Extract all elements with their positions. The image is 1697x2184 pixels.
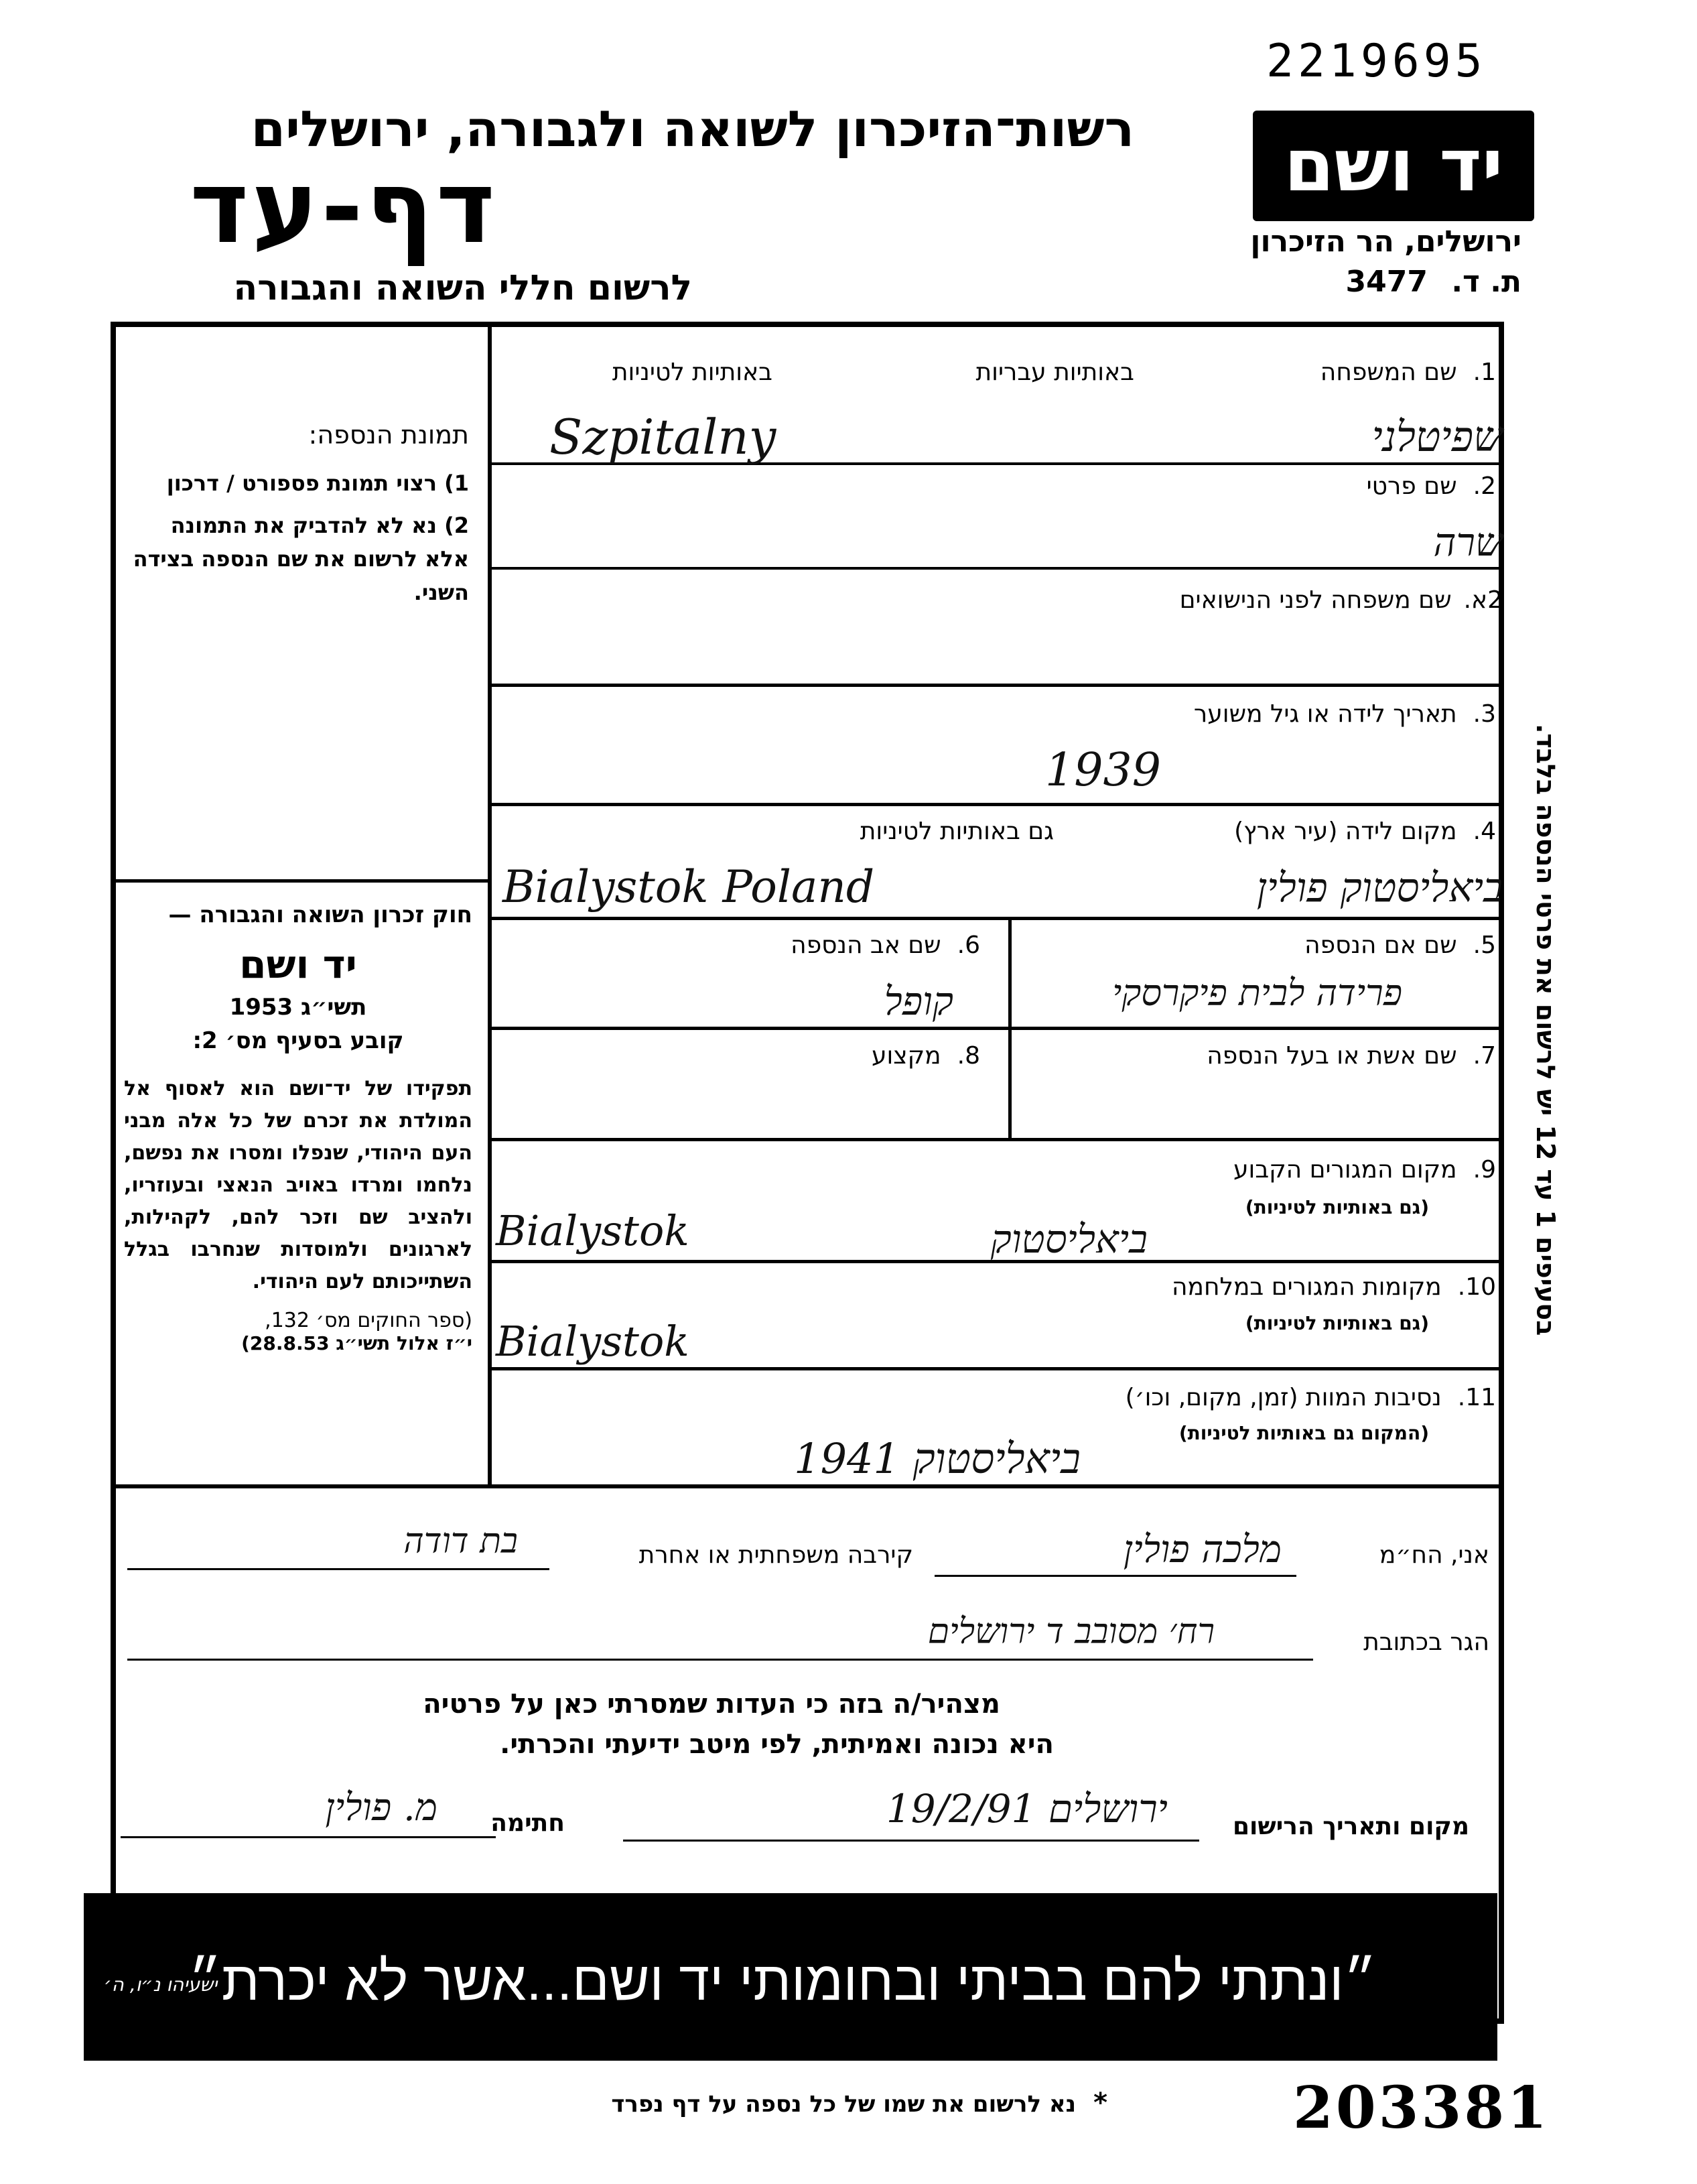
photo-box-item1-num: 1) xyxy=(444,470,469,496)
field-1-label xyxy=(1320,359,1496,386)
photo-box xyxy=(127,415,469,609)
law-name: יד ושם xyxy=(239,942,357,987)
field-2-label-text: שם פרטי xyxy=(1366,472,1457,500)
row-line-10 xyxy=(111,1484,1504,1488)
field-11-label-text: נסיבות המוות (זמן, מקום, וכו׳) xyxy=(1125,1384,1442,1411)
address-line2 xyxy=(1346,265,1521,299)
field-10-value-latin[interactable]: Bialystok xyxy=(496,1317,689,1366)
signature-label: חתימה xyxy=(490,1809,565,1837)
law-ref1: (ספר החוקים מס׳ 132, xyxy=(265,1309,472,1332)
field-11-sub: (המקום גם באותיות לטיניות) xyxy=(1178,1422,1429,1444)
field-6-value[interactable]: קופל xyxy=(884,978,953,1024)
field-1-num: 1. xyxy=(1473,359,1496,386)
field-5-num: 5. xyxy=(1473,932,1496,959)
declaration-address-value[interactable]: רח׳ מסובב ד ירושלים xyxy=(927,1612,1215,1652)
footer-note-text: נא לרשום את שמו של כל נספה על דף נפרד xyxy=(611,2091,1077,2118)
photo-box-item1 xyxy=(127,467,469,501)
row-line-7 xyxy=(488,1138,1504,1141)
photo-law-divider xyxy=(111,879,490,883)
field-4-label-text: מקום לידה (עיר ארץ) xyxy=(1234,818,1457,845)
field-9-value-hebrew[interactable]: ביאליסטוק xyxy=(990,1216,1148,1262)
field-9-num: 9. xyxy=(1473,1156,1496,1183)
po-box-number: 3477 xyxy=(1345,265,1428,299)
page-title: דף-עד xyxy=(190,149,498,266)
field-10-label xyxy=(1172,1273,1496,1301)
field-2-value[interactable]: שרה xyxy=(1433,519,1503,565)
serial-number-top: 2219695 xyxy=(1266,35,1487,88)
declaration-relation-label: קירבה משפחתית או אחרת xyxy=(638,1541,913,1569)
law-clause: קובע בסעיף מס׳ 2: xyxy=(192,1027,404,1054)
field-1-label-text: שם המשפחה xyxy=(1320,359,1457,386)
field-4-latin-label: גם באותיות לטיניות xyxy=(860,818,1054,845)
field-9-value-latin[interactable]: Bialystok xyxy=(496,1206,689,1255)
org-line: רשות־הזיכרון לשואה ולגבורה, ירושלים xyxy=(251,101,1134,158)
field-2a-num: 2א. xyxy=(1463,586,1503,614)
field-11-num: 11. xyxy=(1457,1384,1496,1411)
field-4-label xyxy=(1234,818,1496,845)
declaration-i-value[interactable]: מלכה פולין xyxy=(1123,1528,1282,1571)
signature-value[interactable]: מ. פולין xyxy=(325,1786,437,1829)
field-3-value[interactable]: 1939 xyxy=(1045,744,1162,797)
row-line-3 xyxy=(488,684,1504,687)
field-2a-label-text: שם משפחה לפני הנישואים xyxy=(1179,586,1452,614)
serial-number-bottom: 203381 xyxy=(1293,2074,1550,2142)
field-9-sub: (גם באותיות לטיניות) xyxy=(1245,1196,1429,1218)
field-1-col-latin: באותיות לטיניות xyxy=(612,359,772,386)
row-line-2 xyxy=(488,567,1504,570)
footer-note xyxy=(611,2087,1107,2118)
field-5-label-text: שם אם הנספה xyxy=(1304,932,1457,959)
field-5-label xyxy=(1304,932,1496,959)
place-date-label: מקום ותאריך הרישום xyxy=(1232,1813,1469,1840)
field-8-label-text: מקצוע xyxy=(871,1042,941,1070)
field-7-label xyxy=(1207,1042,1496,1070)
address-line1: ירושלים, הר הזיכרון xyxy=(1250,224,1521,259)
field-5-value[interactable]: פרידה לבית פיקרסקי xyxy=(1112,972,1402,1014)
logo-text: יד ושם xyxy=(1284,124,1503,208)
row-line-9 xyxy=(488,1367,1504,1370)
banner-source: ישעיהו נ״ו, ה׳ xyxy=(104,1974,218,1996)
declaration-statement-1: מצהיר/ה בזה כי העדות שמסרתי כאן על פרטיה xyxy=(423,1689,1000,1720)
footer-star: * xyxy=(1093,2087,1107,2118)
law-year: תשי״ג 1953 xyxy=(229,994,367,1021)
declaration-statement-2: היא נכונה ואמיתית, לפי מיטב ידיעתי והכרתי. xyxy=(500,1729,1054,1760)
field-4-value-hebrew[interactable]: ביאליסטוק פולין xyxy=(1256,864,1503,911)
field-11-value[interactable]: ביאליסטוק 1941 xyxy=(794,1434,1081,1483)
photo-box-title: תמונת הנספה: xyxy=(308,420,469,450)
field-3-num: 3. xyxy=(1473,700,1496,728)
place-date-line xyxy=(623,1840,1199,1842)
field-7-label-text: שם אשת או בעל הנספה xyxy=(1207,1042,1457,1070)
quote-banner xyxy=(84,1893,1497,2061)
field-2a-label xyxy=(1180,586,1503,614)
law-text: תפקידו של יד־ושם הוא לאסוף אל המולדת את זכרם של כל אלה מבני העם היהודי, שנפלו ומסרו את נפשם, נלחמו ומרדו באויב הנאצי ובעוזריו, ולהציב שם וזכר להם, לקהילות, לארגונים ולמוסדות שנחרבו בגלל השתייכותם לעם היהודי. xyxy=(124,1077,472,1293)
field-11-label xyxy=(1126,1384,1496,1411)
field-3-label xyxy=(1194,700,1496,728)
law-heading: חוק זכרון השואה והגבורה — xyxy=(168,901,472,928)
place-date-value[interactable]: ירושלים 19/2/91 xyxy=(886,1786,1168,1832)
declaration-address-label: הגר בכתובת xyxy=(1363,1628,1489,1656)
signature-line xyxy=(121,1836,496,1838)
declaration-relation-value[interactable]: בת דודה xyxy=(403,1521,518,1561)
field-4-num: 4. xyxy=(1473,818,1496,845)
field-10-sub: (גם באותיות לטיניות) xyxy=(1245,1312,1429,1334)
field-9-label-text: מקום המגורים הקבוע xyxy=(1233,1156,1457,1183)
law-box xyxy=(124,901,472,1354)
field-6-num: 6. xyxy=(957,932,980,959)
row-line-4 xyxy=(488,803,1504,806)
field-1-col-hebrew: באותיות עבריות xyxy=(975,359,1134,386)
field-6-label xyxy=(791,932,980,959)
field-2-label xyxy=(1367,472,1496,500)
row-line-6 xyxy=(488,1027,1504,1030)
declaration-i-line xyxy=(935,1575,1296,1577)
field-10-label-text: מקומות המגורים במלחמה xyxy=(1172,1273,1442,1301)
po-box-label: ת. ד. xyxy=(1451,265,1521,299)
photo-box-item2-text: נא לא להדביק את התמונה אלא לרשום את שם הנספה בצידה השני. xyxy=(133,513,469,605)
field-10-num: 10. xyxy=(1457,1273,1496,1301)
photo-box-item2 xyxy=(127,509,469,609)
declaration-address-line xyxy=(127,1659,1313,1661)
field-1-value-latin[interactable]: Szpitalny xyxy=(549,409,776,465)
field-9-label xyxy=(1233,1156,1496,1183)
side-note: בסעיפים 1 עד 12 יש לרשום את פרטי הנספה בלבד. xyxy=(1531,724,1560,1336)
field-1-value-hebrew[interactable]: שפיטלני xyxy=(1371,412,1503,461)
banner-quote: ״ונתתי להם בביתי ובחומותי יד ושם...אשר לא יכרת״ xyxy=(188,1951,1377,2012)
field-6-label-text: שם אב הנספה xyxy=(791,932,941,959)
field-8-num: 8. xyxy=(957,1042,980,1070)
row-line-5 xyxy=(488,917,1504,920)
field-3-label-text: תאריך לידה או גיל משוער xyxy=(1193,700,1457,728)
yad-vashem-logo xyxy=(1253,111,1534,221)
field-5-6-divider xyxy=(1008,917,1012,1138)
photo-box-item1-text: רצוי תמונת פספורט / דרכון xyxy=(166,470,437,496)
left-column-divider xyxy=(488,322,492,1488)
page-subtitle: לרשום חללי השואה והגבורה xyxy=(233,268,692,308)
field-4-value-latin[interactable]: Bialystok Poland xyxy=(502,861,875,913)
field-2-num: 2. xyxy=(1473,472,1496,500)
law-ref2: י״ז אלול תשי״ג 28.8.53) xyxy=(241,1332,472,1354)
field-8-label xyxy=(872,1042,980,1070)
photo-box-item2-num: 2) xyxy=(444,513,469,539)
field-7-num: 7. xyxy=(1473,1042,1496,1070)
declaration-i-label: אני, הח״מ xyxy=(1379,1541,1489,1569)
declaration-relation-line xyxy=(127,1568,549,1570)
